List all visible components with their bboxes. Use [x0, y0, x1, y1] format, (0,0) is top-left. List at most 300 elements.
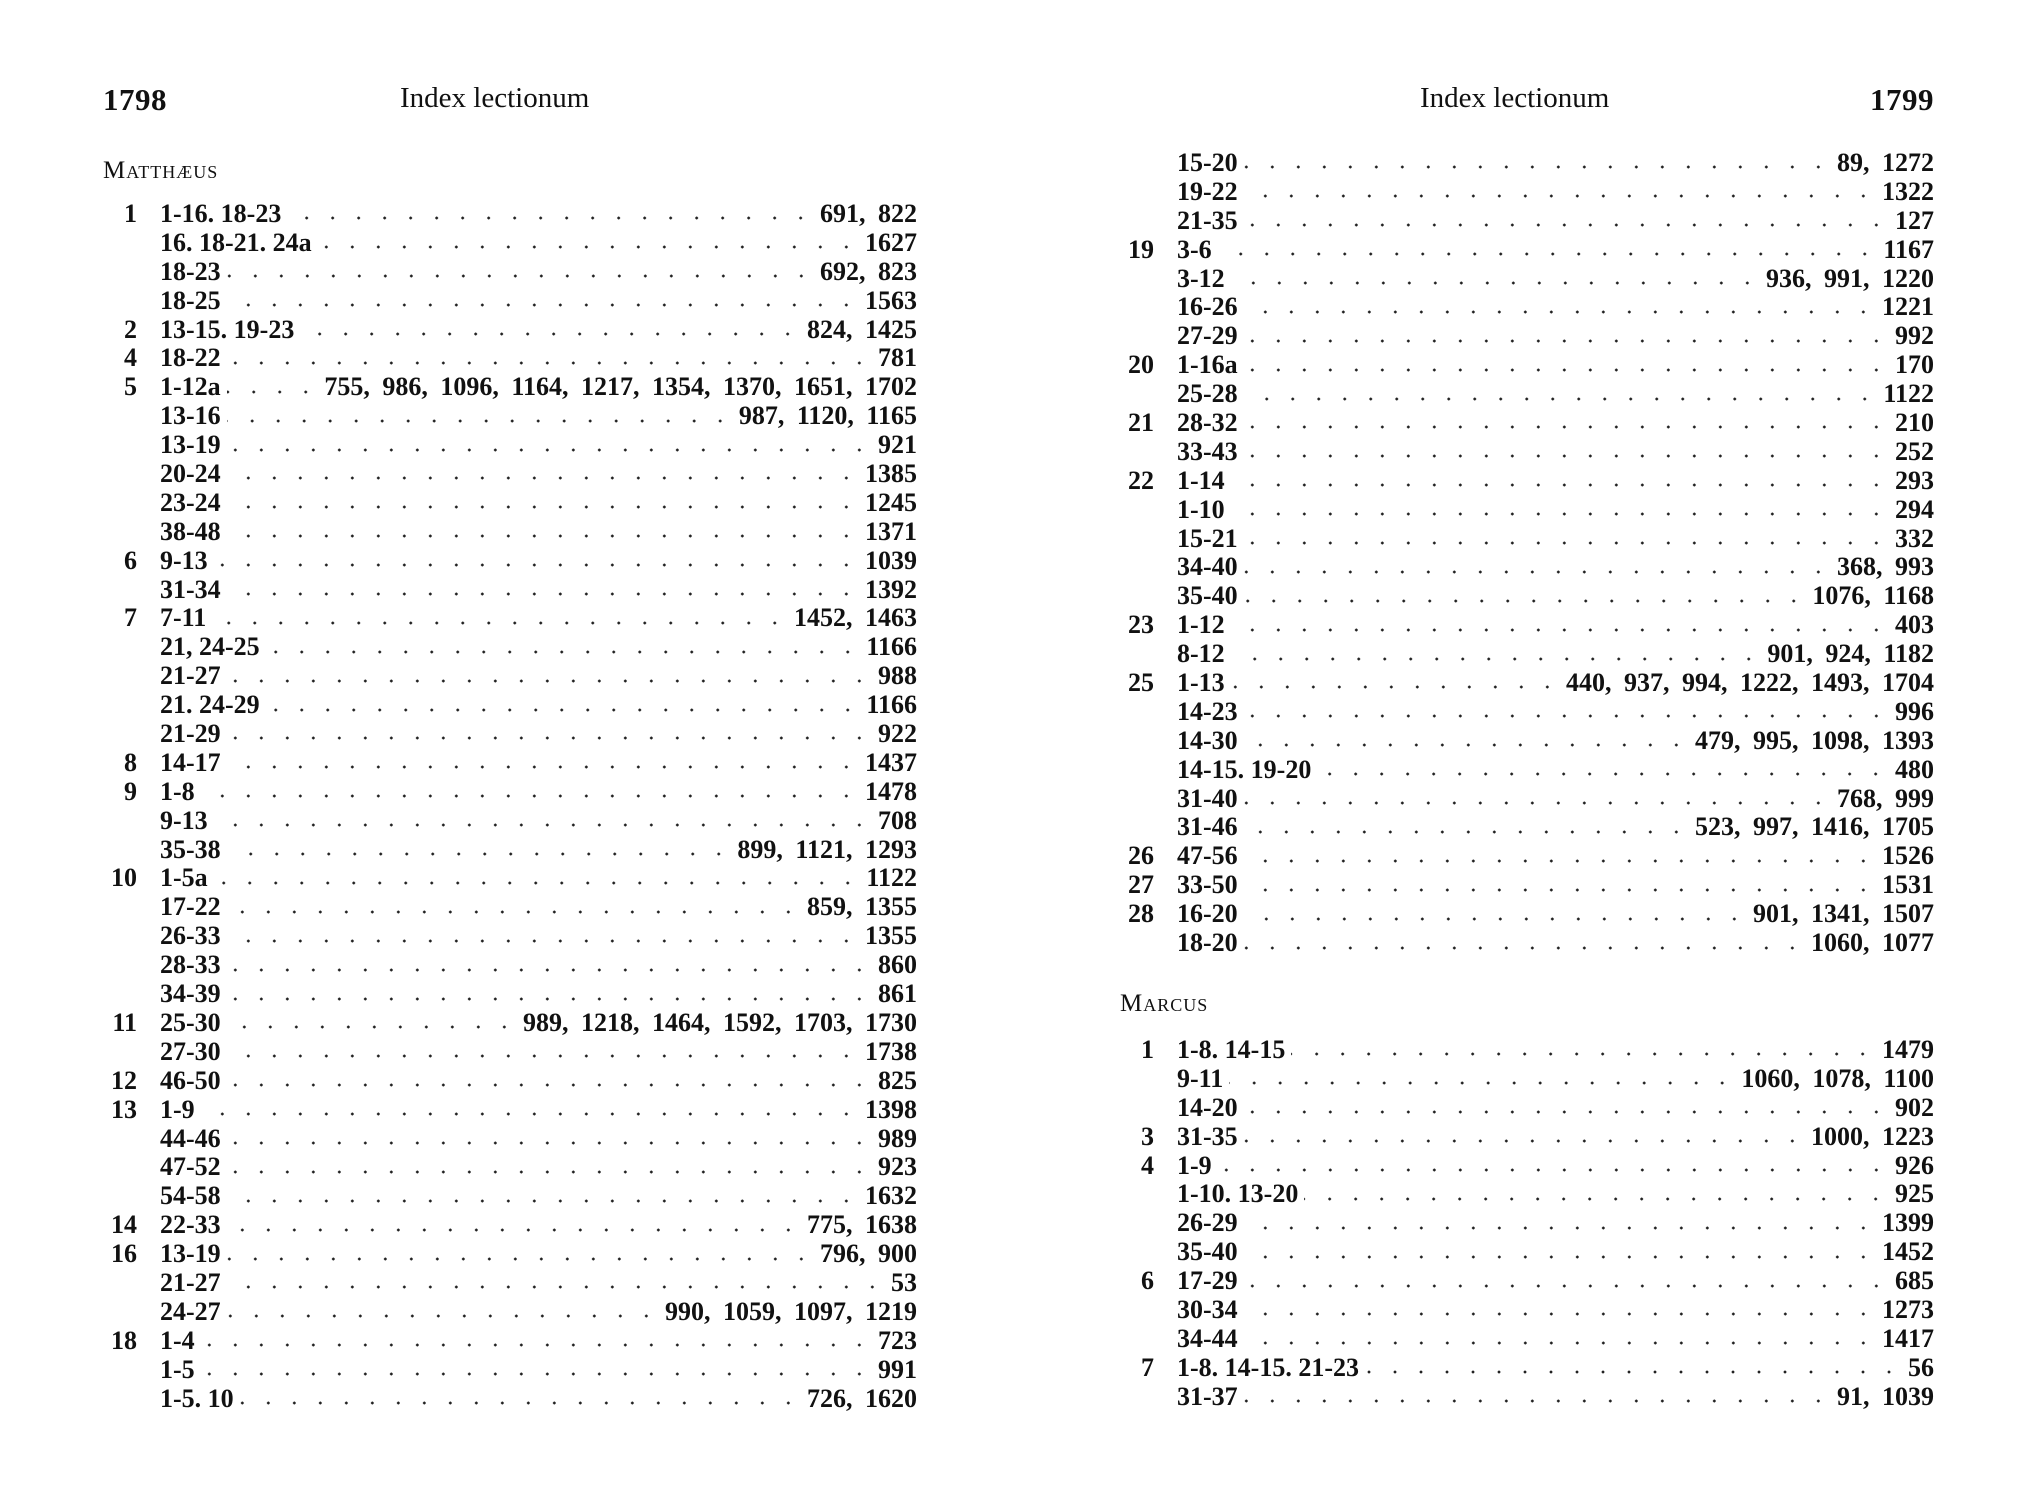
- index-entry: [103, 951, 917, 980]
- index-entry: [103, 287, 917, 316]
- index-entry: [103, 1038, 917, 1067]
- page-references: 170: [1895, 350, 1934, 380]
- dot-leader: [266, 650, 861, 654]
- verse-range: 14-17: [160, 747, 221, 777]
- entry-line: [160, 258, 917, 287]
- verse-range: 26-29: [1177, 1208, 1238, 1238]
- entry-line: [160, 864, 917, 893]
- verse-range: 35-38: [160, 834, 221, 864]
- dot-leader: [227, 852, 732, 856]
- entry-line: [160, 518, 917, 547]
- dot-leader: [227, 390, 319, 394]
- entry-line: [160, 1356, 917, 1385]
- index-entry: [1120, 467, 1934, 496]
- page-references: 252: [1895, 436, 1934, 466]
- verse-range: 16. 18-21. 24a: [160, 227, 312, 257]
- entry-line: [160, 749, 917, 778]
- entry-line: [160, 778, 917, 807]
- page-references: 1039: [865, 545, 917, 575]
- dot-leader: [1231, 685, 1560, 689]
- page-references: 825: [878, 1065, 917, 1095]
- verse-range: 31-35: [1177, 1121, 1238, 1151]
- index-list-marcus: [1120, 1036, 1934, 1412]
- entry-line: [1177, 236, 1934, 265]
- entry-line: [160, 1240, 917, 1269]
- entry-line: [1177, 1180, 1934, 1209]
- page-references: 692, 823: [820, 256, 917, 286]
- page-references: 723: [878, 1325, 917, 1355]
- entry-line: [1177, 698, 1934, 727]
- page-references: 1076, 1168: [1812, 581, 1934, 611]
- dot-leader: [227, 1257, 814, 1261]
- page-references: 899, 1121, 1293: [737, 834, 917, 864]
- dot-leader: [227, 910, 801, 914]
- verse-range: 8-12: [1177, 639, 1225, 669]
- verse-range: 1-8: [160, 776, 195, 806]
- verse-range: 34-40: [1177, 552, 1238, 582]
- dot-leader: [227, 505, 859, 509]
- verse-range: 7-11: [160, 603, 207, 633]
- index-entry: [1120, 698, 1934, 727]
- dot-leader: [1317, 772, 1889, 776]
- page-references: 1398: [865, 1094, 917, 1124]
- verse-range: 1-14: [1177, 465, 1225, 495]
- entry-line: [160, 460, 917, 489]
- index-entry: [103, 431, 917, 460]
- chapter-number: 4: [124, 343, 137, 373]
- entry-line: [1177, 1325, 1934, 1354]
- dot-leader: [201, 1372, 872, 1376]
- page-references: 1000, 1223: [1811, 1121, 1934, 1151]
- dot-leader: [227, 274, 814, 278]
- dot-leader: [227, 1199, 859, 1203]
- page-references: 1060, 1077: [1811, 928, 1934, 958]
- dot-leader: [1244, 714, 1889, 718]
- verse-range: 9-11: [1177, 1063, 1224, 1093]
- verse-range: 1-9: [160, 1094, 195, 1124]
- verse-range: 30-34: [1177, 1295, 1238, 1325]
- dot-leader: [227, 419, 733, 423]
- chapter-number: 5: [124, 372, 137, 402]
- page-references: 1166: [866, 690, 917, 720]
- page-references: 1371: [865, 516, 917, 546]
- dot-leader: [1231, 657, 1762, 661]
- verse-range: 31-46: [1177, 812, 1238, 842]
- entry-line: [160, 431, 917, 460]
- dot-leader: [227, 476, 859, 480]
- page-references: 988: [878, 661, 917, 691]
- chapter-number: 3: [1141, 1121, 1154, 1151]
- chapter-number: 8: [124, 747, 137, 777]
- index-entry: [1120, 1354, 1934, 1383]
- index-entry: [1120, 813, 1934, 842]
- entry-line: [1177, 611, 1934, 640]
- dot-leader: [1244, 1226, 1876, 1230]
- verse-range: 1-10. 13-20: [1177, 1179, 1299, 1209]
- chapter-number: 6: [124, 545, 137, 575]
- entry-line: [1177, 727, 1934, 756]
- page-number: 1798: [103, 82, 167, 117]
- verse-range: 13-15. 19-23: [160, 314, 295, 344]
- page-references: 768, 999: [1837, 783, 1934, 813]
- dot-leader: [287, 216, 814, 220]
- page-references: 1452, 1463: [794, 603, 917, 633]
- entry-line: [160, 402, 917, 431]
- index-entry: [1120, 1267, 1934, 1296]
- verse-range: 21-27: [160, 661, 221, 691]
- entry-line: [1177, 149, 1934, 178]
- verse-range: 33-43: [1177, 436, 1238, 466]
- page-references: 523, 997, 1416, 1705: [1695, 812, 1934, 842]
- chapter-number: 13: [111, 1094, 137, 1124]
- index-entry: [1120, 553, 1934, 582]
- index-entry: [103, 1211, 917, 1240]
- verse-range: 25-28: [1177, 379, 1238, 409]
- page-references: 368, 993: [1837, 552, 1934, 582]
- index-entry: [1120, 1325, 1934, 1354]
- index-list-matthaeus-continued: [1120, 149, 1934, 958]
- entry-line: [1177, 785, 1934, 814]
- chapter-number: 12: [111, 1065, 137, 1095]
- verse-range: 21-29: [160, 719, 221, 749]
- verse-range: 25-30: [160, 1007, 221, 1037]
- verse-range: 9-13: [160, 805, 208, 835]
- index-entry: [103, 720, 917, 749]
- page-references: 989: [878, 1123, 917, 1153]
- page-references: 901, 924, 1182: [1767, 639, 1934, 669]
- left-page-header: [103, 82, 917, 122]
- page-references: 403: [1895, 610, 1934, 640]
- dot-leader: [227, 939, 859, 943]
- index-list-matthaeus: [103, 200, 917, 1413]
- dot-leader: [214, 563, 859, 567]
- index-entry: [103, 1096, 917, 1125]
- dot-leader: [1244, 888, 1876, 892]
- dot-leader: [1244, 599, 1807, 603]
- verse-range: 15-20: [1177, 148, 1238, 177]
- verse-range: 1-16. 18-23: [160, 199, 282, 228]
- page-references: 989, 1218, 1464, 1592, 1703, 1730: [523, 1007, 917, 1037]
- verse-range: 1-16a: [1177, 350, 1238, 380]
- verse-range: 46-50: [160, 1065, 221, 1095]
- verse-range: 20-24: [160, 459, 221, 489]
- chapter-number: 11: [112, 1007, 137, 1037]
- page-number: 1799: [1870, 82, 1934, 117]
- running-head: Index lectionum: [1420, 82, 1610, 114]
- dot-leader: [227, 1170, 872, 1174]
- page-references: 922: [878, 719, 917, 749]
- index-entry: [103, 807, 917, 836]
- entry-line: [160, 604, 917, 633]
- page-references: 1122: [1883, 379, 1934, 409]
- entry-line: [1177, 1209, 1934, 1238]
- verse-range: 15-21: [1177, 523, 1238, 553]
- dot-leader: [227, 534, 859, 538]
- index-entry: [103, 1153, 917, 1182]
- verse-range: 31-37: [1177, 1381, 1238, 1411]
- dot-leader: [1231, 281, 1760, 285]
- index-entry: [1120, 496, 1934, 525]
- dot-leader: [1244, 368, 1889, 372]
- page-references: 1322: [1882, 176, 1934, 206]
- entry-line: [1177, 1383, 1934, 1412]
- index-entry: [1120, 207, 1934, 236]
- dot-leader: [1244, 397, 1878, 401]
- page-references: 921: [878, 430, 917, 460]
- verse-range: 33-50: [1177, 870, 1238, 900]
- dot-leader: [227, 968, 872, 972]
- page-references: 480: [1895, 754, 1934, 784]
- entry-line: [1177, 380, 1934, 409]
- page-references: 691, 822: [820, 199, 917, 228]
- dot-leader: [227, 1141, 872, 1145]
- index-entry: [103, 604, 917, 633]
- verse-range: 47-56: [1177, 841, 1238, 871]
- dot-leader: [1244, 570, 1831, 574]
- page-references: 56: [1908, 1352, 1934, 1382]
- index-entry: [103, 749, 917, 778]
- chapter-number: 7: [1141, 1352, 1154, 1382]
- dot-leader: [1244, 339, 1889, 343]
- page-references: 1437: [865, 747, 917, 777]
- entry-line: [1177, 1354, 1934, 1383]
- dot-leader: [1244, 830, 1689, 834]
- index-entry: [103, 1269, 917, 1298]
- index-entry: [1120, 756, 1934, 785]
- page-references: 755, 986, 1096, 1164, 1217, 1354, 1370, 1651, 1702: [324, 372, 917, 402]
- index-entry: [1120, 293, 1934, 322]
- index-entry: [1120, 322, 1934, 351]
- page-references: 1355: [865, 921, 917, 951]
- index-entry: [1120, 1383, 1934, 1412]
- entry-line: [1177, 178, 1934, 207]
- verse-range: 44-46: [160, 1123, 221, 1153]
- verse-range: 35-40: [1177, 1237, 1238, 1267]
- index-entry: [103, 344, 917, 373]
- page-references: 708: [878, 805, 917, 835]
- index-entry: [103, 633, 917, 662]
- entry-line: [1177, 496, 1934, 525]
- chapter-number: 28: [1128, 899, 1154, 929]
- index-entry: [103, 547, 917, 576]
- dot-leader: [1244, 1110, 1889, 1114]
- entry-line: [1177, 553, 1934, 582]
- entry-line: [160, 1182, 917, 1211]
- page-references: 923: [878, 1152, 917, 1182]
- index-entry: [1120, 265, 1934, 294]
- index-entry: [103, 1240, 917, 1269]
- index-entry: [1120, 929, 1934, 958]
- dot-leader: [227, 736, 872, 740]
- dot-leader: [1244, 223, 1889, 227]
- chapter-number: 4: [1141, 1150, 1154, 1180]
- dot-leader: [266, 708, 861, 712]
- dot-leader: [212, 621, 788, 625]
- page-references: 53: [891, 1267, 917, 1297]
- chapter-number: 22: [1128, 465, 1154, 495]
- verse-range: 18-23: [160, 256, 221, 286]
- index-entry: [1120, 178, 1934, 207]
- entry-line: [1177, 929, 1934, 958]
- chapter-number: 20: [1128, 350, 1154, 380]
- page-references: 1526: [1882, 841, 1934, 871]
- page-references: 1122: [866, 863, 917, 893]
- verse-range: 21-27: [160, 1267, 221, 1297]
- entry-line: [160, 344, 917, 373]
- page-references: 294: [1895, 494, 1934, 524]
- index-entry: [1120, 1209, 1934, 1238]
- entry-line: [1177, 669, 1934, 698]
- entry-line: [1177, 756, 1934, 785]
- page-references: 726, 1620: [807, 1383, 917, 1413]
- index-entry: [103, 1125, 917, 1154]
- verse-range: 34-39: [160, 979, 221, 1009]
- index-entry: [103, 893, 917, 922]
- page-references: 1060, 1078, 1100: [1741, 1063, 1934, 1093]
- index-entry: [103, 229, 917, 258]
- entry-line: [160, 229, 917, 258]
- index-entry: [103, 576, 917, 605]
- verse-range: 23-24: [160, 487, 221, 517]
- verse-range: 31-40: [1177, 783, 1238, 813]
- page-references: 332: [1895, 523, 1934, 553]
- entry-line: [1177, 265, 1934, 294]
- dot-leader: [300, 332, 801, 336]
- page-references: 1245: [865, 487, 917, 517]
- entry-line: [160, 691, 917, 720]
- verse-range: 18-22: [160, 343, 221, 373]
- entry-line: [160, 1096, 917, 1125]
- index-entry: [1120, 149, 1934, 178]
- page-references: 1399: [1882, 1208, 1934, 1238]
- index-entry: [1120, 438, 1934, 467]
- entry-line: [1177, 1036, 1934, 1065]
- page-references: 479, 995, 1098, 1393: [1695, 725, 1934, 755]
- dot-leader: [1244, 165, 1831, 169]
- index-entry: [1120, 1094, 1934, 1123]
- dot-leader: [227, 1314, 659, 1318]
- index-entry: [1120, 611, 1934, 640]
- verse-range: 1-4: [160, 1325, 195, 1355]
- entry-line: [160, 1211, 917, 1240]
- entry-line: [1177, 1267, 1934, 1296]
- entry-line: [1177, 1296, 1934, 1325]
- dot-leader: [227, 361, 872, 365]
- dot-leader: [1244, 310, 1876, 314]
- index-entry: [103, 922, 917, 951]
- dot-leader: [214, 823, 872, 827]
- chapter-number: 19: [1128, 234, 1154, 264]
- entry-line: [160, 1038, 917, 1067]
- verse-range: 1-10: [1177, 494, 1225, 524]
- verse-range: 3-6: [1177, 234, 1212, 264]
- dot-leader: [1244, 1255, 1876, 1259]
- chapter-number: 14: [111, 1210, 137, 1240]
- entry-line: [160, 1269, 917, 1298]
- entry-line: [160, 1067, 917, 1096]
- page-references: 992: [1895, 321, 1934, 351]
- entry-line: [1177, 293, 1934, 322]
- entry-line: [160, 576, 917, 605]
- page-references: 1632: [865, 1181, 917, 1211]
- page-references: 1627: [865, 227, 917, 257]
- chapter-number: 9: [124, 776, 137, 806]
- entry-line: [160, 373, 917, 402]
- dot-leader: [1244, 1139, 1805, 1143]
- index-entry: [103, 489, 917, 518]
- index-entry: [1120, 669, 1934, 698]
- entry-line: [1177, 900, 1934, 929]
- index-entry: [1120, 236, 1934, 265]
- dot-leader: [201, 1343, 872, 1347]
- verse-range: 1-5: [160, 1354, 195, 1384]
- dot-leader: [227, 679, 872, 683]
- index-entry: [1120, 1296, 1934, 1325]
- entry-line: [1177, 525, 1934, 554]
- page-references: 1738: [865, 1036, 917, 1066]
- dot-leader: [1218, 1168, 1889, 1172]
- entry-line: [1177, 871, 1934, 900]
- index-entry: [103, 1385, 917, 1414]
- page-references: 210: [1895, 408, 1934, 438]
- verse-range: 14-15. 19-20: [1177, 754, 1312, 784]
- dot-leader: [1244, 541, 1889, 545]
- verse-range: 27-29: [1177, 321, 1238, 351]
- entry-line: [160, 287, 917, 316]
- page-references: 824, 1425: [807, 314, 917, 344]
- section-title-marcus: Marcus: [1120, 990, 1209, 1017]
- dot-leader: [1244, 454, 1889, 458]
- verse-range: 16-20: [1177, 899, 1238, 929]
- verse-range: 54-58: [160, 1181, 221, 1211]
- dot-leader: [227, 997, 872, 1001]
- chapter-number: 1: [1141, 1035, 1154, 1064]
- entry-line: [160, 980, 917, 1009]
- entry-line: [1177, 438, 1934, 467]
- dot-leader: [1244, 917, 1747, 921]
- page-references: 1417: [1882, 1323, 1934, 1353]
- dot-leader: [227, 448, 872, 452]
- verse-range: 28-32: [1177, 408, 1238, 438]
- dot-leader: [1244, 801, 1831, 805]
- page-references: 781: [878, 343, 917, 373]
- chapter-number: 10: [111, 863, 137, 893]
- index-entry: [1120, 785, 1934, 814]
- page-references: 1452: [1882, 1237, 1934, 1267]
- index-entry: [1120, 640, 1934, 669]
- entry-line: [1177, 1065, 1934, 1094]
- dot-leader: [1244, 194, 1876, 198]
- index-entry: [103, 980, 917, 1009]
- entry-line: [1177, 351, 1934, 380]
- entry-line: [1177, 813, 1934, 842]
- index-entry: [1120, 727, 1934, 756]
- index-entry: [1120, 871, 1934, 900]
- verse-range: 28-33: [160, 950, 221, 980]
- entry-line: [1177, 409, 1934, 438]
- page-references: 861: [878, 979, 917, 1009]
- running-head: Index lectionum: [400, 82, 590, 114]
- verse-range: 1-12: [1177, 610, 1225, 640]
- verse-range: 1-8. 14-15: [1177, 1035, 1286, 1064]
- page-references: 127: [1895, 205, 1934, 235]
- index-entry: [1120, 582, 1934, 611]
- index-entry: [1120, 1180, 1934, 1209]
- dot-leader: [201, 1112, 859, 1116]
- index-entry: [1120, 1123, 1934, 1152]
- dot-leader: [227, 592, 859, 596]
- entry-line: [160, 951, 917, 980]
